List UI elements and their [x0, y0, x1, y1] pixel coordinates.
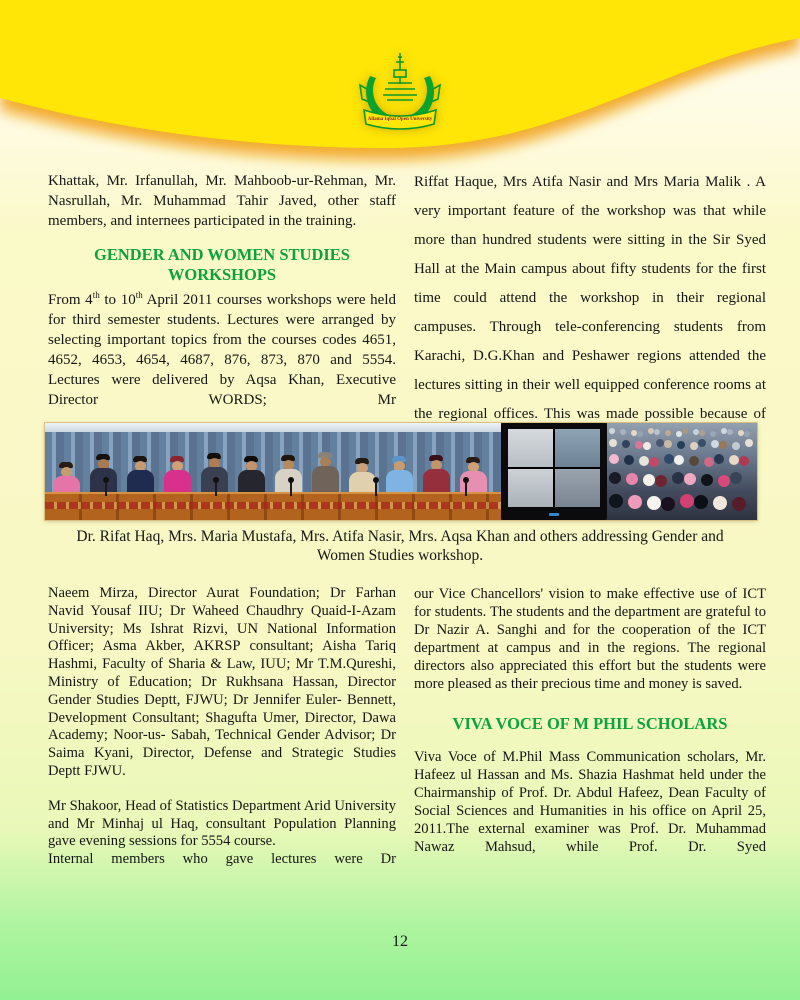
video-feed [508, 429, 553, 467]
paragraph-ict-vision: our Vice Chancellors' vision to make effective use of ICT for students. The students and the department are grateful to Dr Nazir A. Sanghi and for the cooperation of the ICT department at campus and in the regions. The regional directors also appreciated this effort but the students were more pleased as their precious time and money is saved. [414, 586, 766, 693]
logo-banner-text: Allama Iqbal Open University [367, 117, 433, 122]
video-conference-monitor [501, 423, 607, 520]
column-bottom-left [48, 585, 396, 869]
paragraph-viva-voce: Viva Voce of M.Phil Mass Communication scholars, Mr. Hafeez ul Hassan and Ms. Shazia Hashmat held under the Chairmanship of Prof. Dr. Abdul Hafeez, Dean Faculty of Social Sciences and Humanities in his office on April 25, 2011.The external examiner was Prof. Dr. Muhammad Nawaz Mahsud, while Prof. Dr. Syed [414, 748, 766, 856]
column-top-left [48, 172, 396, 411]
paragraph-guest-lecturers: Naeem Mirza, Director Aurat Foundation; Dr Farhan Navid Yousaf IIU; Dr Waheed Chaudhry Quaid-I-Azam University; Ms Ishrat Rizvi, UN National Information Officer; Asma Akber, AKRSP consultant; Aisha Tariq Hashmi, Faculty of Sharia & Law, IUU; Mr T.M.Qureshi, Ministry of Education; Dr Rukhsana Hassan, Director Gender Studies Deptt, FJWU; Dr Jennifer Euler- Bennett, Development Consultant; Shagufta Umer, Director, Dawa Academy; Noor-us- Sabah, Technical Gender Advisor; Dr Saima Kyani, Director, Defense and Strategic Studies Deptt FJWU. [48, 585, 396, 779]
audience-photo [607, 423, 757, 520]
section-heading-viva-voce: VIVA VOCE OF M PHIL SCHOLARS [452, 713, 728, 733]
column-bottom-right [414, 585, 766, 856]
paragraph-workshops-courses [48, 291, 396, 411]
monitor-screens [508, 429, 600, 507]
workshop-photo-collage [45, 423, 757, 520]
text-run: From 4 [48, 292, 93, 309]
page-number: 12 [392, 933, 408, 950]
text-run: to 10 [99, 292, 136, 309]
video-feed [508, 469, 553, 507]
paragraph-teleconferencing: Riffat Haque, Mrs Atifa Nasir and Mrs Maria Malik . A very important feature of the workshop was that while more than hundred students were sitting in the Sir Syed Hall at the Main campus about fifty students for the first time could attend the workshop in their regional campuses. Through tele-conferencing students from Karachi, D.G.Khan and Peshawer regions attended the lectures sitting in their well equipped conference rooms at the regional offices. This was made possible because of [414, 174, 766, 422]
column-top-right [414, 168, 766, 428]
paragraph-staff-training: Khattak, Mr. Irfanullah, Mr. Mahboob-ur-Rehman, Mr. Nasrullah, Mr. Muhammad Tahir Javed, other staff members, and internees participated in the training. [48, 173, 396, 229]
section-heading-gender-women-studies: GENDER AND WOMEN STUDIES WORKSHOPS [94, 244, 350, 284]
podium [45, 492, 501, 520]
monitor-led [549, 513, 559, 516]
panel-speakers [45, 423, 501, 520]
photo-caption: Dr. Rifat Haq, Mrs. Maria Mustafa, Mrs. Atifa Nasir, Mrs. Aqsa Khan and others addressing Gender and Women Studies workshop. [76, 528, 724, 565]
ordinal-superscript: th [92, 290, 100, 301]
text-run: April 2011 courses workshops were held for third semester students. Lectures were arranged by selecting important topics from the courses codes 4651, 4652, 4653, 4654, 4687, 876, 873, 870 and 5554. Lectures were delivered by Aqsa Khan, Executive Director WORDS; Mr [48, 292, 396, 408]
paragraph-evening-sessions: Mr Shakoor, Head of Statistics Department Arid University and Mr Minhaj ul Haq, consultant Population Planning gave evening sessions for 5554 course. [48, 797, 396, 850]
university-logo [352, 50, 448, 145]
paragraph-internal-members: Internal members who gave lectures were Dr [48, 851, 396, 868]
video-feed [555, 429, 600, 467]
ordinal-superscript: th [135, 290, 143, 301]
video-feed [555, 469, 600, 507]
